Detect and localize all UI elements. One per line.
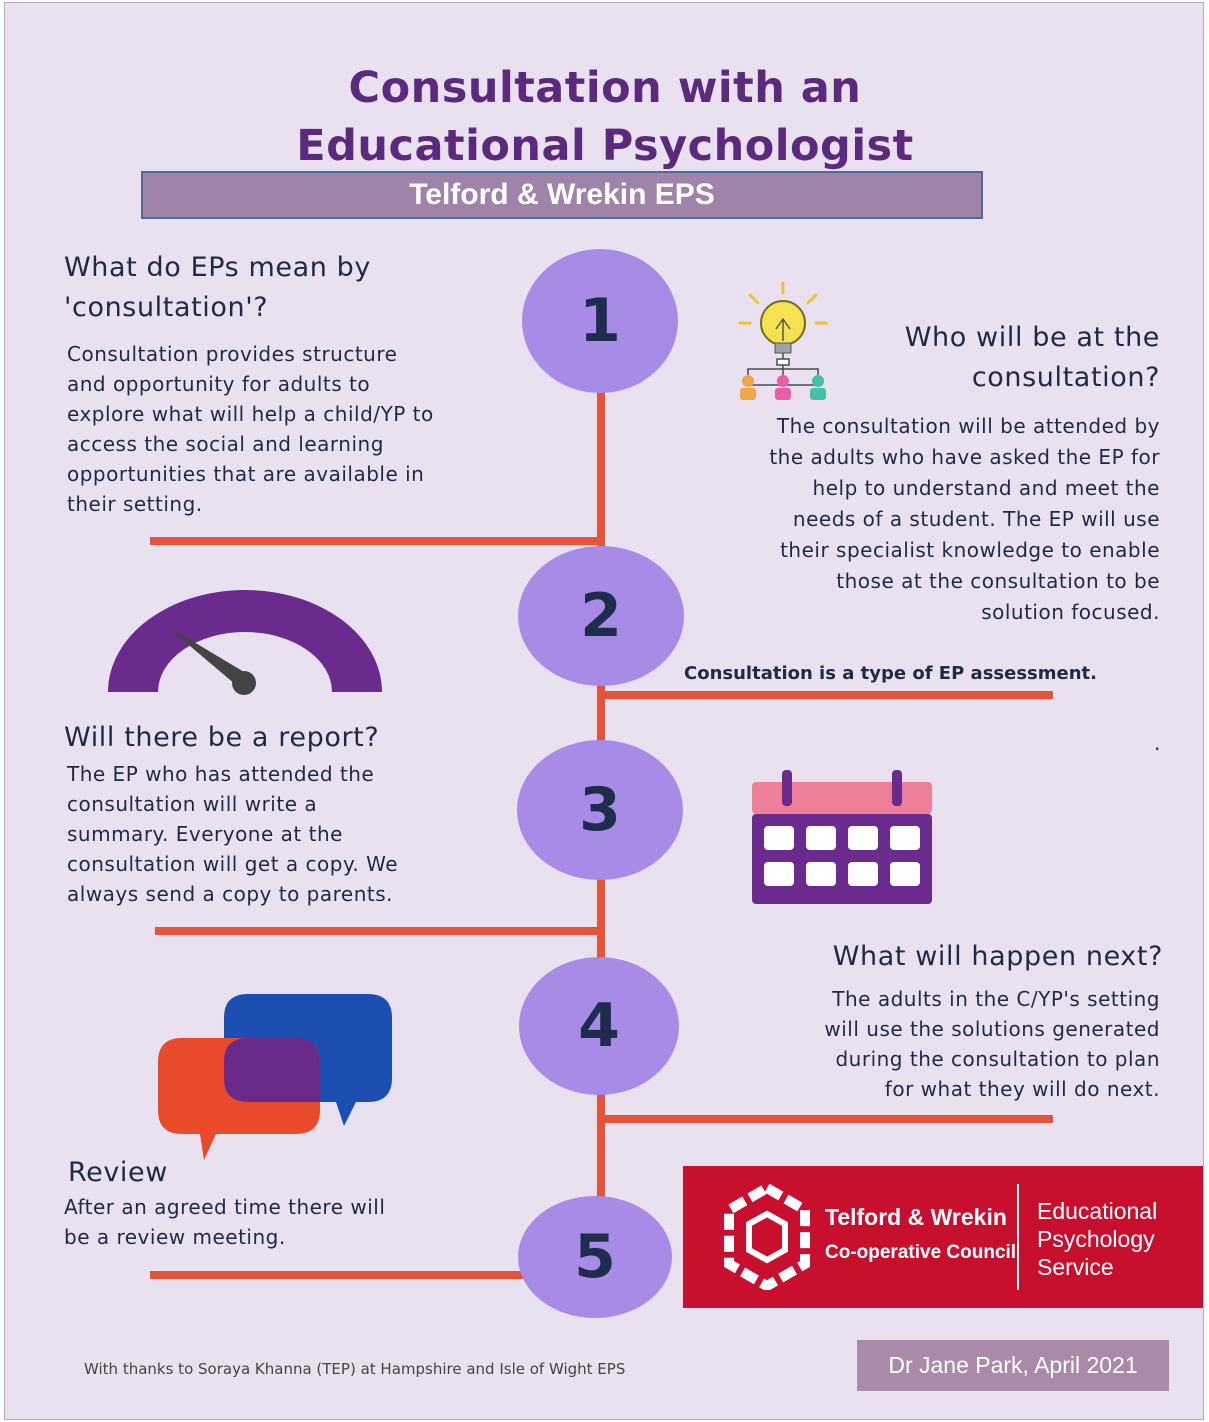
step-1-circle: 1	[522, 249, 678, 393]
step-2-heading: Who will be at the consultation?	[904, 322, 1160, 393]
timeline-branch-4	[601, 1115, 1053, 1123]
lightbulb-team-icon	[728, 281, 838, 403]
title-banner: Telford & Wrekin EPS	[141, 171, 983, 219]
speech-bubbles-icon	[156, 986, 396, 1162]
stray-mark: .	[1154, 731, 1161, 755]
page-title-line-1: Consultation with an	[348, 63, 862, 113]
step-5-heading: Review	[68, 1157, 168, 1188]
calendar-icon	[750, 770, 934, 906]
step-3-heading: Will there be a report?	[64, 722, 380, 753]
step-2-body: The consultation will be attended by the adults who have asked the EP for help to understand and meet the needs of a student. The EP will use their specialist knowledge to enable those at the consultation to be solution focused.	[769, 414, 1160, 624]
page-title-line-2: Educational Psychologist	[296, 121, 914, 171]
timeline-branch-3	[155, 927, 601, 935]
step-2-circle: 2	[518, 546, 684, 686]
step-2-note: Consultation is a type of EP assessment.	[684, 663, 1097, 684]
logo-org-line-2: Co-operative Council	[825, 1242, 1017, 1263]
timeline-branch-2	[601, 691, 1053, 699]
step-4-heading: What will happen next?	[832, 941, 1163, 972]
council-logo	[683, 1166, 1203, 1308]
step-3-circle: 3	[517, 740, 683, 880]
step-3-body: The EP who has attended the consultation will write a summary. Everyone at the consultation will get a copy. We always send a copy to parents.	[67, 762, 399, 906]
step-5-body: After an agreed time there will be a review meeting.	[64, 1195, 386, 1249]
step-4-body: The adults in the C/YP's setting will use the solutions generated during the consultation to plan for what they will do next.	[824, 987, 1160, 1101]
council-logo-icon	[719, 1184, 815, 1290]
timeline-branch-1	[150, 537, 601, 545]
gauge-icon	[106, 586, 384, 696]
logo-service-name: Educational Psychology Service	[1037, 1198, 1158, 1280]
author-credit: Dr Jane Park, April 2021	[857, 1340, 1169, 1391]
step-1-heading: What do EPs mean by 'consultation'?	[64, 252, 371, 323]
step-4-circle: 4	[519, 957, 679, 1095]
acknowledgement-text: With thanks to Soraya Khanna (TEP) at Hampshire and Isle of Wight EPS	[84, 1360, 626, 1378]
step-1-body: Consultation provides structure and opportunity for adults to explore what will help a child/YP to access the social and learning opportunities that are available in their setting.	[67, 342, 434, 516]
logo-org-line-1: Telford & Wrekin	[825, 1204, 1007, 1230]
timeline-branch-5	[150, 1271, 540, 1279]
logo-divider	[1017, 1184, 1019, 1290]
step-5-circle: 5	[518, 1196, 672, 1318]
